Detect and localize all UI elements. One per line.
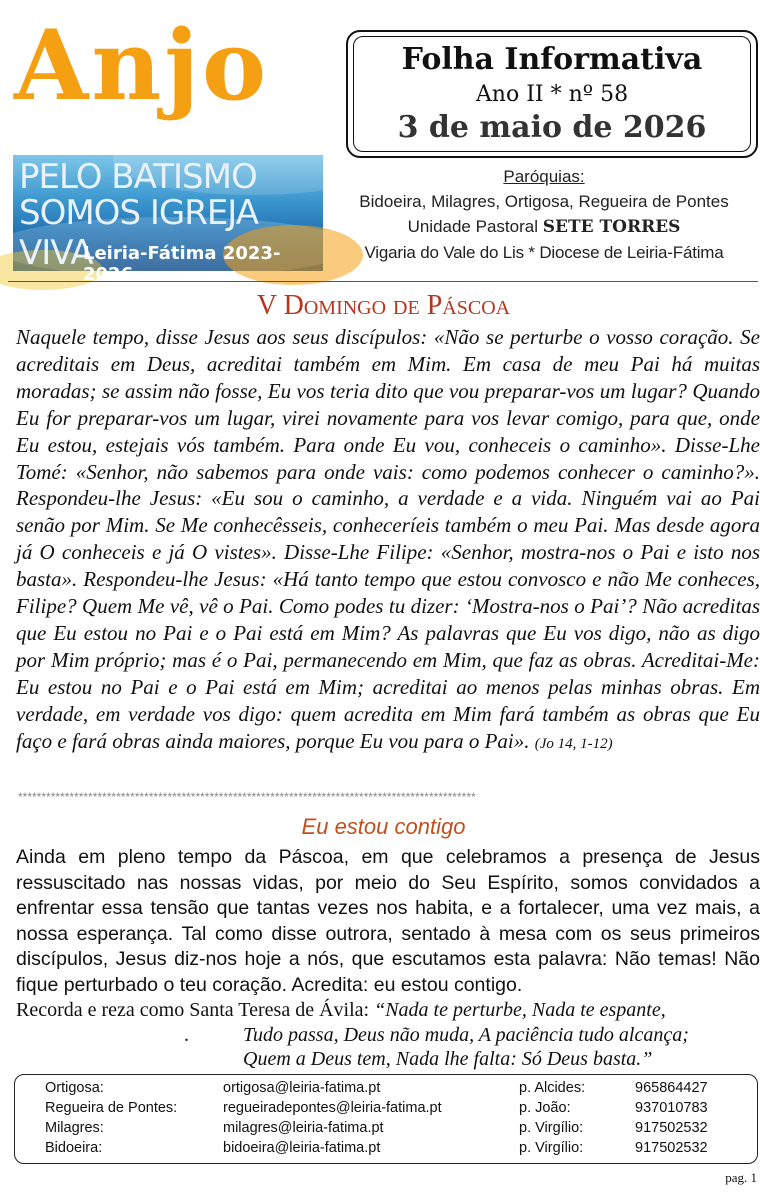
banner-line-3: Leiria-Fátima 2023-2026 [83,243,281,285]
contact-row [15,1080,757,1100]
pastoral-unit-prefix: Unidade Pastoral [407,217,538,236]
logo: Anjo [14,9,270,122]
contact-parish: Regueira de Pontes: [45,1100,178,1116]
reflection-title: Eu estou contigo [301,814,466,839]
contacts-table [14,1074,758,1164]
vicariate: Vigaria do Vale do Lis * Diocese de Leiria-Fátima [364,243,724,262]
prayer-block [16,998,760,1072]
info-box [346,30,758,158]
reflection-text: Ainda em pleno tempo da Páscoa, em que celebramos a presença de Jesus ressuscitado nas nossas vidas, por meio do Seu Espírito, somos convidados a enfrentar essa tensão que tantas vezes nos habita, e a fortalecer, uma vez mais, a nossa esperança. Tal como disse outrora, sentado à mesa com os seus primeiros discípulos, Jesus diz-nos hoje a nós, que escutamos esta palavra: Não temas! Não fique perturbado o teu coração. Acredita: eu estou contigo. [16,846,760,996]
banner-line-2: SOMOS IGREJA VIVA [19,193,258,273]
contact-priest: p. Virgílio: [519,1120,584,1136]
parishes-list: Bidoeira, Milagres, Ortigosa, Regueira de Pontes [359,192,729,211]
header-divider [8,281,758,282]
contact-parish: Ortigosa: [45,1080,104,1096]
page-number: pag. 1 [725,1170,757,1185]
prayer-dot: . [184,1023,189,1046]
prayer-line-1: “Nada te perturbe, Nada te espante, [374,999,666,1021]
parishes-label: Paróquias: [503,167,585,186]
contact-parish: Bidoeira: [45,1140,103,1156]
contact-phone: 965864427 [635,1080,708,1096]
contact-priest: p. Virgílio: [519,1140,584,1156]
contact-priest: p. Alcides: [519,1080,586,1096]
contact-phone: 937010783 [635,1100,708,1116]
contact-phone: 917502532 [635,1140,708,1156]
issue-date: 3 de maio de 2026 [397,110,707,145]
publication-title: Folha Informativa [401,42,703,77]
contact-email[interactable]: milagres@leiria-fatima.pt [223,1120,384,1136]
prayer-line-3: Quem a Deus tem, Nada lhe falta: Só Deus basta.” [243,1048,653,1070]
parishes-block [330,164,758,265]
gospel-body: Naquele tempo, disse Jesus aos seus discípulos: «Não se perturbe o vosso coração. Se acreditais em Deus, acreditai também em Mim. Em casa de meu Pai há muitas moradas; se assim não fosse, Eu vos teria dito que vou preparar-vos um lugar? Quando Eu for preparar-vos um lugar, virei novamente para vos levar comigo, para que, onde Eu estou, estejais vós também. Para onde Eu vou, conheceis o caminho». Disse-Lhe Tomé: «Senhor, não sabemos para onde vais: como podemos conhecer o caminho?». Respondeu-lhe Jesus: «Eu sou o caminho, a verdade e a vida. Ninguém vai ao Pai senão por Mim. Se Me conhecêsseis, conheceríeis também o meu Pai. Mas desde agora já O conheceis e já O vistes». Disse-Lhe Filipe: «Senhor, mostra-nos o Pai e isto nos basta». Respondeu-lhe Jesus: «Há tanto tempo que estou convosco e não Me conheces, Filipe? Quem Me vê, vê o Pai. Como podes tu dizer: ‘Mostra-nos o Pai’? Não acreditas que Eu estou no Pai e o Pai está em Mim? As palavras que Eu vos digo, não as digo por Mim próprio; mas é o Pai, permanecendo em Mim, que faz as obras. Acreditai-Me: Eu estou no Pai e o Pai está em Mim; acreditai ao menos pelas minhas obras. Em verdade, em verdade vos digo: quem acredita em Mim fará também as obras que Eu faço e fará obras ainda maiores, porque Eu vou para o Pai». [16,325,760,753]
star-separator: ************************************************************************************************** [18,790,476,804]
contact-email[interactable]: bidoeira@leiria-fatima.pt [223,1140,381,1156]
contact-row [15,1140,757,1160]
contact-row [15,1120,757,1140]
gospel-reference: (Jo 14, 1-12) [534,735,613,752]
contact-phone: 917502532 [635,1120,708,1136]
contact-parish: Milagres: [45,1120,104,1136]
banner-line-1: PELO BATISMO [19,157,257,197]
issue-number: Ano II * nº 58 [475,82,629,107]
banner-image [13,155,323,285]
prayer-intro: Recorda e reza como Santa Teresa de Ávila: [16,999,370,1021]
contact-email[interactable]: regueiradepontes@leiria-fatima.pt [223,1100,442,1116]
contact-row [15,1100,757,1120]
pastoral-unit [330,214,758,240]
prayer-line-2: Tudo passa, Deus não muda, A paciência tudo alcança; [243,1023,689,1046]
gospel-title: V Domingo de Páscoa [256,290,511,321]
pastoral-unit-name: SETE TORRES [542,217,681,237]
gospel-text [16,324,760,758]
contact-email[interactable]: ortigosa@leiria-fatima.pt [223,1080,381,1096]
contact-priest: p. João: [519,1100,571,1116]
